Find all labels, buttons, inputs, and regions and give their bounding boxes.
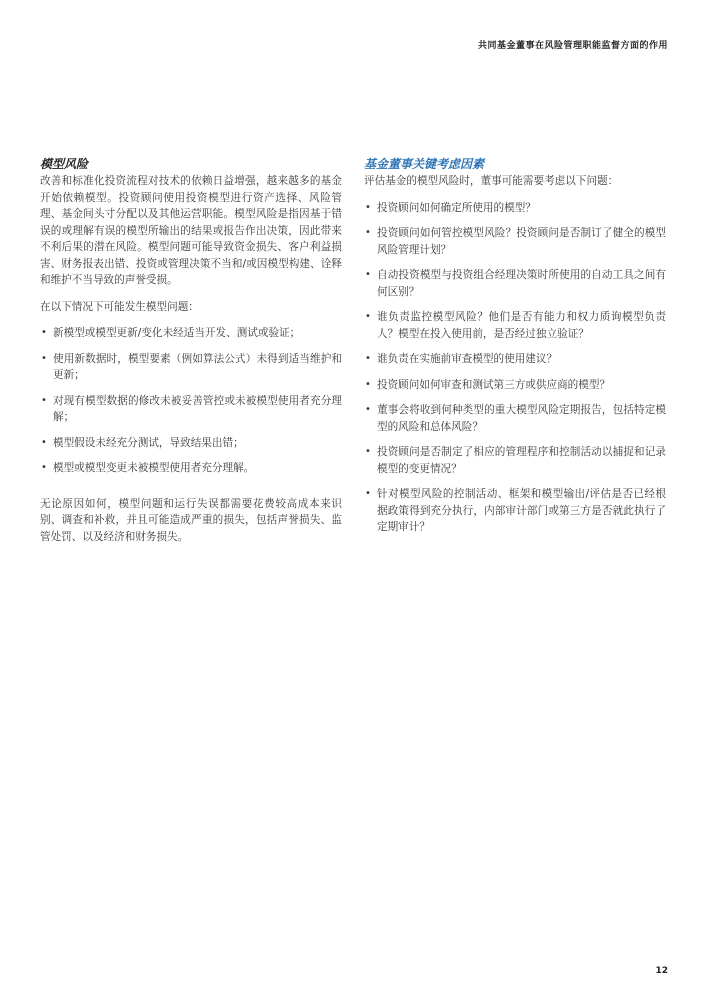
list-item: • 投资顾问是否制定了相应的管理程序和控制活动以捕捉和记录模型的变更情况？ bbox=[365, 446, 666, 475]
list-item: • 谁负责监控模型风险？他们是否有能力和权力质询模型负责人？模型在投入使用前，是否经过独立验证？ bbox=[365, 311, 666, 340]
bullet-icon: • bbox=[365, 446, 371, 457]
bullet-icon: • bbox=[41, 462, 47, 473]
list-item: • 针对模型风险的控制活动、框架和模型输出/评估是否已经根据政策得到充分执行，内部审计部门或第三方是否就此执行了定期审计？ bbox=[365, 488, 666, 533]
bullet-icon: • bbox=[365, 227, 371, 238]
list-item: • 新模型或模型更新/变化未经适当开发、测试或验证； bbox=[40, 325, 342, 342]
model-issues-list bbox=[40, 325, 342, 477]
running-header: 共同基金董事在风险管理职能监督方面的作用 bbox=[477, 41, 668, 51]
bullet-icon: • bbox=[365, 269, 371, 280]
section-heading-model-risk: 模型风险 bbox=[40, 157, 89, 171]
section-heading-key-considerations: 基金董事关键考虑因素 bbox=[364, 157, 485, 171]
bullet-icon: • bbox=[365, 404, 371, 415]
list-item: • 投资顾问如何确定所使用的模型？ bbox=[364, 200, 666, 217]
list-item: • 模型假设未经充分测试，导致结果出错； bbox=[40, 435, 342, 452]
list-item: • 使用新数据时，模型要素（例如算法公式）未得到适当维护和更新； bbox=[41, 352, 342, 381]
page-number: 12 bbox=[655, 966, 668, 976]
model-risk-intro-paragraph: 改善和标准化投资流程对技术的依赖日益增强，越来越多的基金开始依赖模型。投资顾问使用投资模型进行资产选择、风险管理、基金间头寸分配以及其他运营职能。模型风险是指因基于错误的或理解有误的模型所输出的结果或报告作出决策，因此带来不利后果的潜在风险。模型问题可能导致资金损失、客户利益损害、财务报表出错、投资或管理决策不当和/或因模型构建、诠释和维护不当导致的声誉受损。 bbox=[40, 175, 342, 286]
list-item: • 投资顾问如何管控模型风险？投资顾问是否制订了健全的模型风险管理计划？ bbox=[365, 227, 666, 256]
bullet-icon: • bbox=[41, 436, 47, 448]
list-item: • 自动投资模型与投资组合经理决策时所使用的自动工具之间有何区别？ bbox=[365, 269, 666, 298]
list-item: • 董事会将收到何种类型的重大模型风险定期报告，包括特定模型的风险和总体风险？ bbox=[365, 404, 666, 433]
list-item: • 对现有模型数据的修改未被妥善管控或未被模型使用者充分理解； bbox=[41, 394, 342, 423]
key-considerations-intro: 评估基金的模型风险时，董事可能需要考虑以下问题： bbox=[364, 175, 619, 187]
bullet-icon: • bbox=[365, 488, 371, 499]
left-column bbox=[40, 156, 342, 545]
bullet-icon: • bbox=[365, 378, 371, 390]
bullet-icon: • bbox=[41, 327, 47, 338]
list-item: • 投资顾问如何审查和测试第三方或供应商的模型？ bbox=[364, 377, 666, 394]
bullet-icon: • bbox=[365, 201, 371, 213]
conclusion-paragraph: 无论原因如何，模型问题和运行失误都需要花费较高成本来识别、调查和补救，并且可能造成严重的损失，包括声誉损失、监管处罚、以及经济和财务损失。 bbox=[40, 497, 342, 543]
bullet-icon: • bbox=[365, 353, 371, 364]
list-item: • 谁负责在实施前审查模型的使用建议？ bbox=[364, 351, 666, 368]
key-considerations-list bbox=[364, 200, 666, 536]
bullet-icon: • bbox=[365, 311, 371, 322]
right-column bbox=[364, 156, 666, 545]
bullet-icon: • bbox=[41, 352, 47, 364]
bullet-icon: • bbox=[41, 394, 47, 406]
model-issues-lead: 在以下情况下可能发生模型问题： bbox=[40, 300, 199, 313]
list-item: • 模型或模型变更未被模型使用者充分理解。 bbox=[40, 460, 342, 477]
